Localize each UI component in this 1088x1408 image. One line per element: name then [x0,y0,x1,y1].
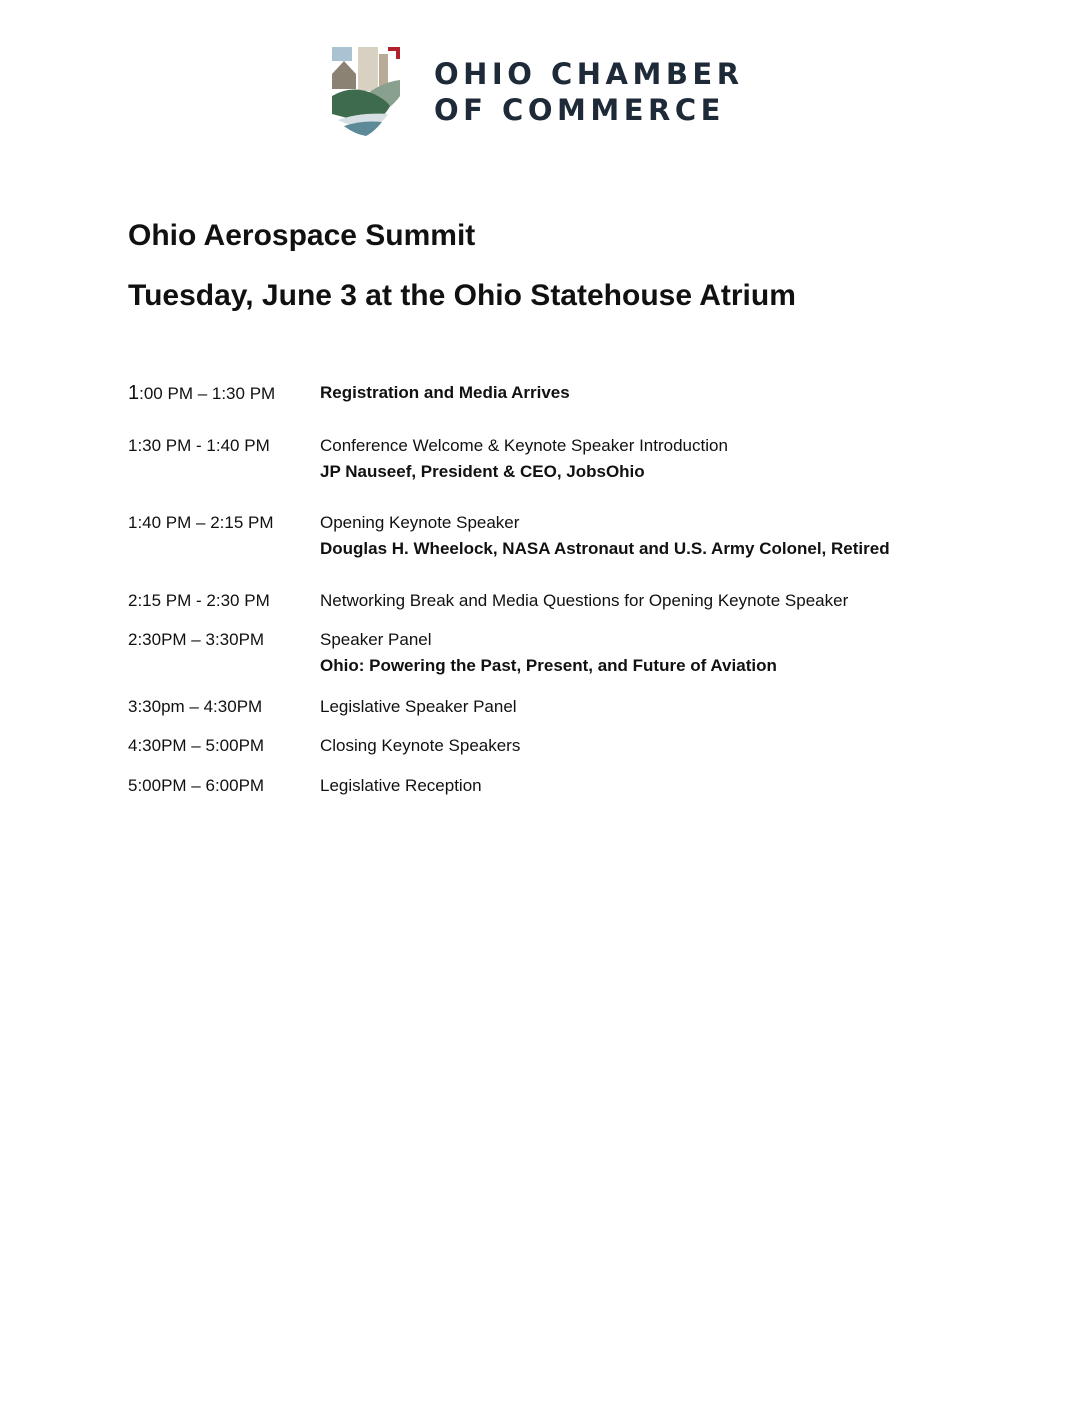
shield-logo-icon [330,44,402,138]
agenda-time: 3:30pm – 4:30PM [128,697,263,716]
agenda-time: 2:30PM – 3:30PM [128,630,265,649]
agenda-title: Conference Welcome & Keynote Speaker Introduction [320,436,728,455]
agenda-subtitle: Ohio: Powering the Past, Present, and Future of Aviation [320,656,777,675]
agenda-description [320,433,940,485]
agenda-time-rest: :00 PM – 1:30 PM [139,384,276,403]
agenda-title: Legislative Speaker Panel [320,697,517,716]
event-title: Ohio Aerospace Summit [128,219,476,252]
agenda-description [320,510,940,562]
agenda-description [320,588,940,614]
agenda-time: 5:00PM – 6:00PM [128,776,265,795]
org-name-line2: OF COMMERCE [434,93,725,127]
org-name [434,56,744,128]
agenda-time: 2:15 PM - 2:30 PM [128,591,270,610]
event-subtitle: Tuesday, June 3 at the Ohio Statehouse Atrium [128,279,796,312]
agenda-time: 1:30 PM - 1:40 PM [128,436,270,455]
agenda-time: 1:40 PM – 2:15 PM [128,513,274,532]
agenda-time: 4:30PM – 5:00PM [128,736,265,755]
agenda-description [320,773,940,799]
agenda-speaker: Douglas H. Wheelock, NASA Astronaut and U.S. Army Colonel, Retired [320,539,890,558]
agenda-title: Speaker Panel [320,630,432,649]
agenda-speaker: JP Nauseef, President & CEO, JobsOhio [320,462,645,481]
agenda-title: Legislative Reception [320,776,482,795]
header [330,44,744,140]
agenda-title: Opening Keynote Speaker [320,513,520,532]
agenda-title: Networking Break and Media Questions for Opening Keynote Speaker [320,591,849,610]
agenda-description [320,733,940,759]
agenda-time-first-char: 1 [128,382,140,404]
agenda-title: Registration and Media Arrives [320,383,570,402]
agenda-time [128,380,318,407]
agenda-description [320,380,940,406]
agenda-description [320,694,940,720]
agenda-title: Closing Keynote Speakers [320,736,521,755]
agenda-description [320,627,940,679]
org-name-line1: OHIO CHAMBER [434,57,744,91]
